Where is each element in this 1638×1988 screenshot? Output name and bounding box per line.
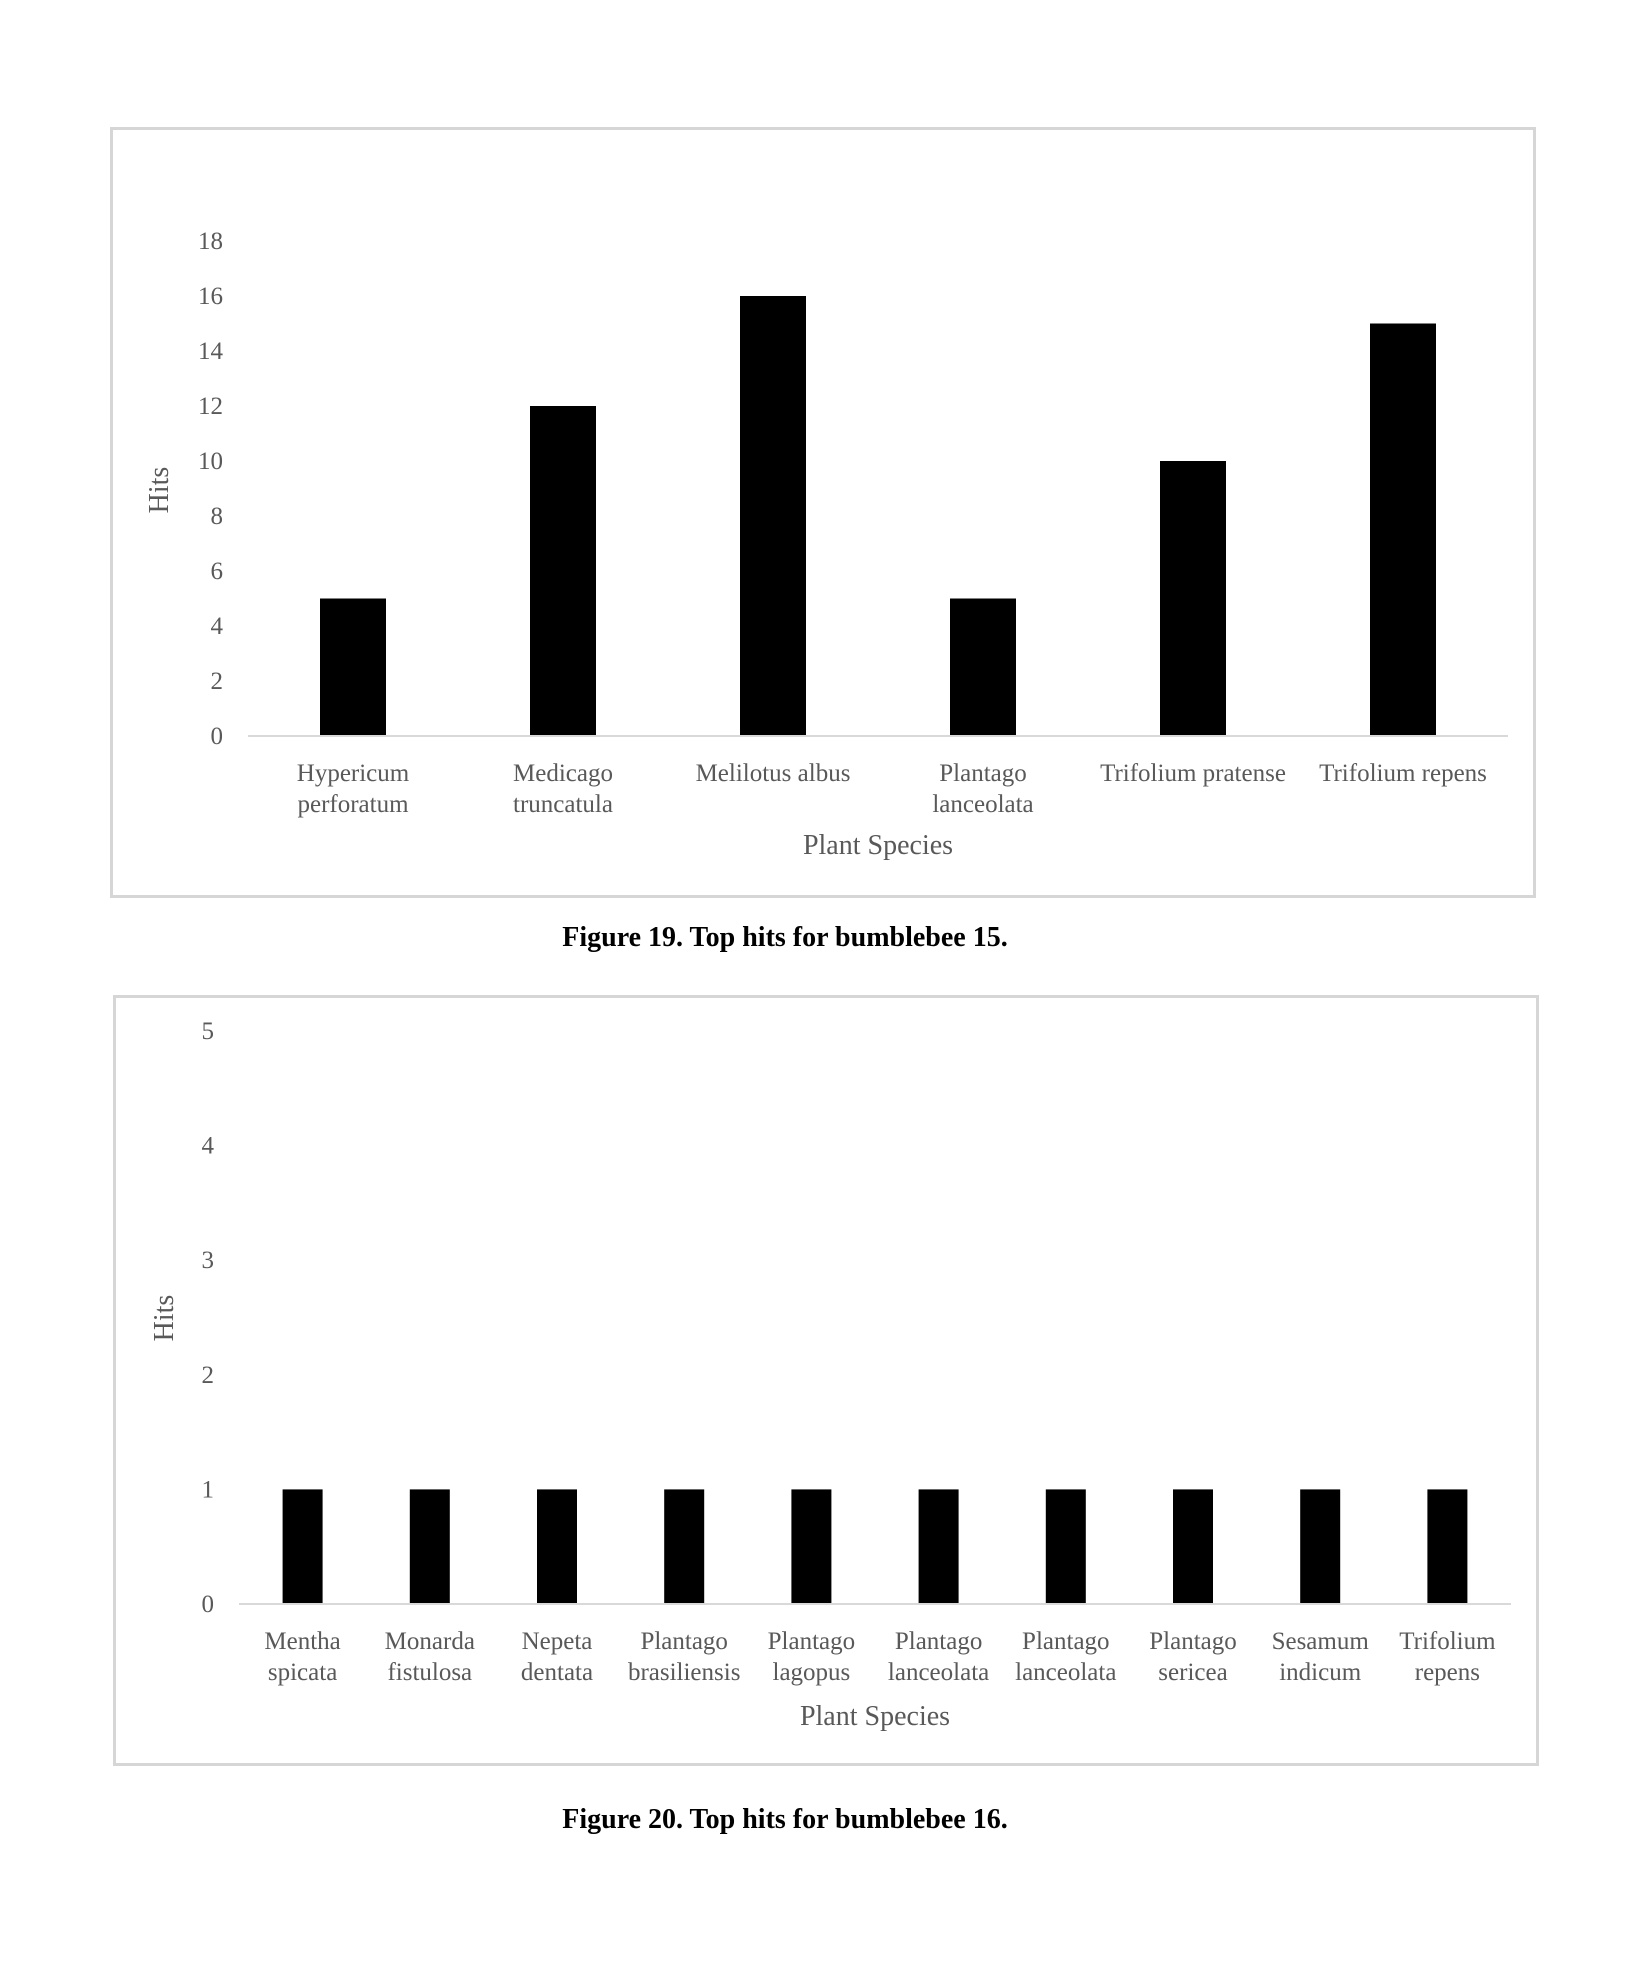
bar	[320, 599, 386, 737]
y-tick-label: 4	[201, 1132, 214, 1160]
bar-chart-figure-19	[113, 130, 1539, 901]
bar	[1173, 1489, 1213, 1604]
bar	[740, 296, 806, 736]
figure-19-caption: Figure 19. Top hits for bumblebee 15.	[562, 922, 1008, 953]
x-tick-label: Hypericum perforatum	[296, 760, 410, 818]
x-tick-label: Plantago lanceolata	[932, 760, 1034, 818]
x-tick-label: Nepeta dentata	[520, 1628, 594, 1686]
bar	[410, 1489, 450, 1604]
bar	[919, 1489, 959, 1604]
y-tick-label: 12	[198, 393, 223, 420]
bar	[283, 1489, 323, 1604]
x-tick-label: Plantago brasiliensis	[627, 1628, 741, 1686]
y-tick-label: 1	[201, 1476, 214, 1504]
x-axis-title: Plant Species	[799, 1701, 951, 1732]
x-tick-label: Plantago lanceolata	[1015, 1628, 1117, 1686]
y-tick-label: 6	[210, 558, 223, 585]
y-tick-label: 10	[198, 448, 223, 475]
bar	[1370, 324, 1436, 737]
x-tick-label: Plantago lanceolata	[887, 1628, 990, 1686]
chart-frame-figure-20	[113, 995, 1539, 1766]
x-tick-label: Trifolium repens	[1319, 760, 1487, 787]
y-tick-label: 14	[198, 338, 223, 365]
x-tick-label: Medicago truncatula	[513, 760, 613, 818]
y-tick-label: 0	[210, 723, 223, 750]
bar	[1160, 461, 1226, 736]
y-axis-title: Hits	[144, 466, 175, 514]
x-tick-label: Monarda fistulosa	[384, 1628, 475, 1686]
bar	[1046, 1489, 1086, 1604]
bar	[950, 599, 1016, 737]
x-tick-label: Plantago lagopus	[767, 1628, 856, 1686]
y-tick-label: 4	[210, 613, 223, 640]
y-tick-label: 0	[201, 1591, 214, 1618]
x-tick-label: Trifolium repens	[1399, 1628, 1496, 1686]
x-tick-label: Sesamum indicum	[1271, 1628, 1369, 1686]
y-tick-label: 2	[201, 1361, 214, 1389]
bar	[530, 406, 596, 736]
y-tick-label: 2	[210, 668, 223, 695]
chart-frame-figure-19	[110, 127, 1536, 898]
bar	[537, 1489, 577, 1604]
x-tick-label: Plantago sericea	[1149, 1628, 1237, 1686]
y-tick-label: 5	[201, 1018, 214, 1045]
x-tick-label: Mentha spicata	[264, 1628, 341, 1686]
y-tick-label: 8	[210, 503, 223, 530]
y-axis-title: Hits	[149, 1294, 180, 1342]
y-tick-label: 16	[198, 283, 223, 310]
bar	[791, 1489, 831, 1604]
bar	[1300, 1489, 1340, 1604]
y-tick-label: 18	[198, 228, 223, 255]
x-axis-title: Plant Species	[802, 830, 954, 861]
bar	[664, 1489, 704, 1604]
y-tick-label: 3	[201, 1247, 214, 1275]
x-tick-label: Trifolium pratense	[1100, 760, 1286, 787]
figure-20-caption: Figure 20. Top hits for bumblebee 16.	[562, 1804, 1008, 1835]
bar-chart-figure-20	[116, 998, 1542, 1769]
x-tick-label: Melilotus albus	[695, 760, 851, 787]
bar	[1427, 1489, 1467, 1604]
